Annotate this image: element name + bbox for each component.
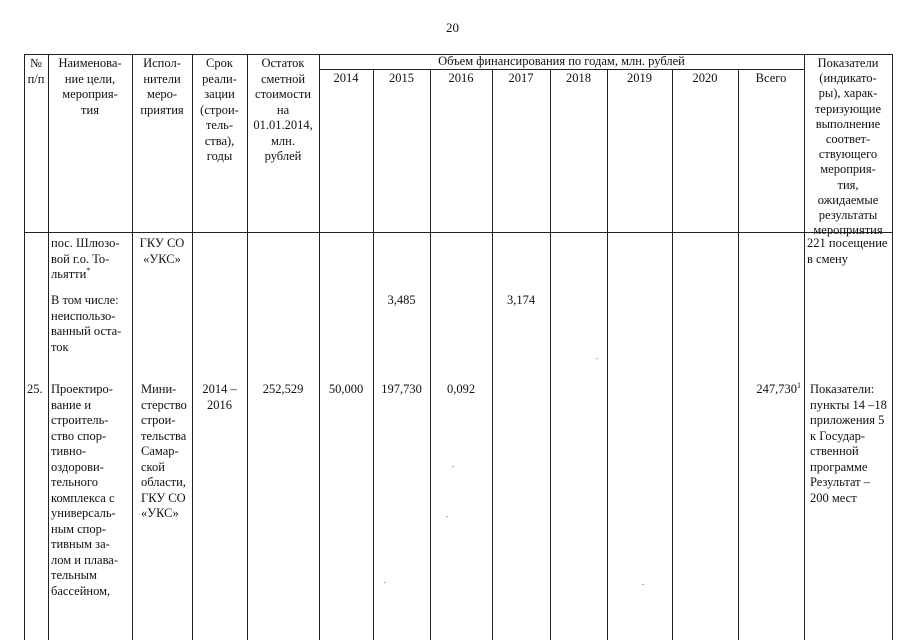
page-number: 20 <box>446 20 459 35</box>
row25-num: 25. <box>27 382 43 396</box>
row25-remainder: 252,529 <box>262 382 304 396</box>
row25-2014-value: 50,000 <box>328 382 364 396</box>
year-column-divider <box>550 69 551 640</box>
column-divider <box>24 54 25 640</box>
year-column-divider <box>373 69 374 640</box>
header-funding-group: Объем финансирования по годам, млн. рублей <box>438 54 685 68</box>
scan-speck <box>452 466 454 467</box>
year-column-divider <box>672 69 673 640</box>
header-year-2016: 2016 <box>448 71 474 85</box>
row25-name: Проектиро- вание и строитель- ство спор- тивно- оздорови- тельного комплекса с универсаль- ным спор- тивным за- лом и плава- тельным бассейном, <box>51 382 119 598</box>
row25-2016-value: 0,092 <box>446 382 476 396</box>
scan-speck <box>446 516 448 517</box>
header-total: Всего <box>755 71 787 85</box>
year-column-divider <box>430 69 431 640</box>
row25-2015-value: 197,730 <box>381 382 422 396</box>
column-divider <box>892 54 893 640</box>
year-column-divider <box>492 69 493 640</box>
row25-executors: Мини- стерство строи- тельства Самар- ской области, ГКУ СО «УКС» <box>141 382 187 520</box>
subrow-2015-value: 3,485 <box>387 293 416 307</box>
scan-speck <box>384 582 386 583</box>
scan-speck <box>596 358 598 359</box>
row25-term: 2014 – 2016 <box>202 382 237 412</box>
column-divider <box>319 54 320 640</box>
header-year-2015: 2015 <box>389 71 414 85</box>
header-bottom-border <box>24 232 892 233</box>
row25-total-value <box>738 382 801 398</box>
header-term: Срок реали- зации (строи- тель- ства), годы <box>200 56 239 163</box>
footnote-mark: 1 <box>797 380 801 390</box>
header-year-2019: 2019 <box>627 71 652 85</box>
continuation-name <box>51 236 131 283</box>
header-indicators: Показатели (индикато- ры), харак- теризующие выполнение соответ- ствующего мероприя- тия, ожидаемые результаты мероприятия <box>813 56 883 238</box>
header-year-2017: 2017 <box>508 71 534 85</box>
row25-indicators: Показатели: пункты 14 –18 приложения 5 к Государ- ственной программе Результат – 200 мест <box>810 382 887 505</box>
header-year-2014: 2014 <box>333 71 359 85</box>
continuation-indicators: 221 посещение в смену <box>807 236 888 266</box>
scan-speck <box>642 584 644 585</box>
year-column-divider <box>607 69 608 640</box>
header-executors: Испол- нители меро- приятия <box>140 56 184 117</box>
header-year-2020: 2020 <box>692 71 718 85</box>
header-remainder: Остаток сметной стоимости на 01.01.2014, млн. рублей <box>253 56 313 163</box>
subrow-name: В том числе: неиспользо- ванный оста- ток <box>51 293 122 354</box>
header-year-2018: 2018 <box>566 71 591 85</box>
header-num: № п/п <box>27 56 45 86</box>
continuation-executors: ГКУ СО «УКС» <box>139 236 185 266</box>
continuation-name-text: пос. Шлюзо- вой г.о. То- льятти <box>51 236 120 281</box>
column-divider <box>48 54 49 640</box>
header-name: Наименова- ние цели, мероприя- тия <box>58 56 122 117</box>
year-column-divider <box>738 69 739 640</box>
subrow-2017-value: 3,174 <box>506 293 536 307</box>
footnote-mark: * <box>86 265 91 275</box>
row25-total-text: 247,730 <box>756 382 797 396</box>
